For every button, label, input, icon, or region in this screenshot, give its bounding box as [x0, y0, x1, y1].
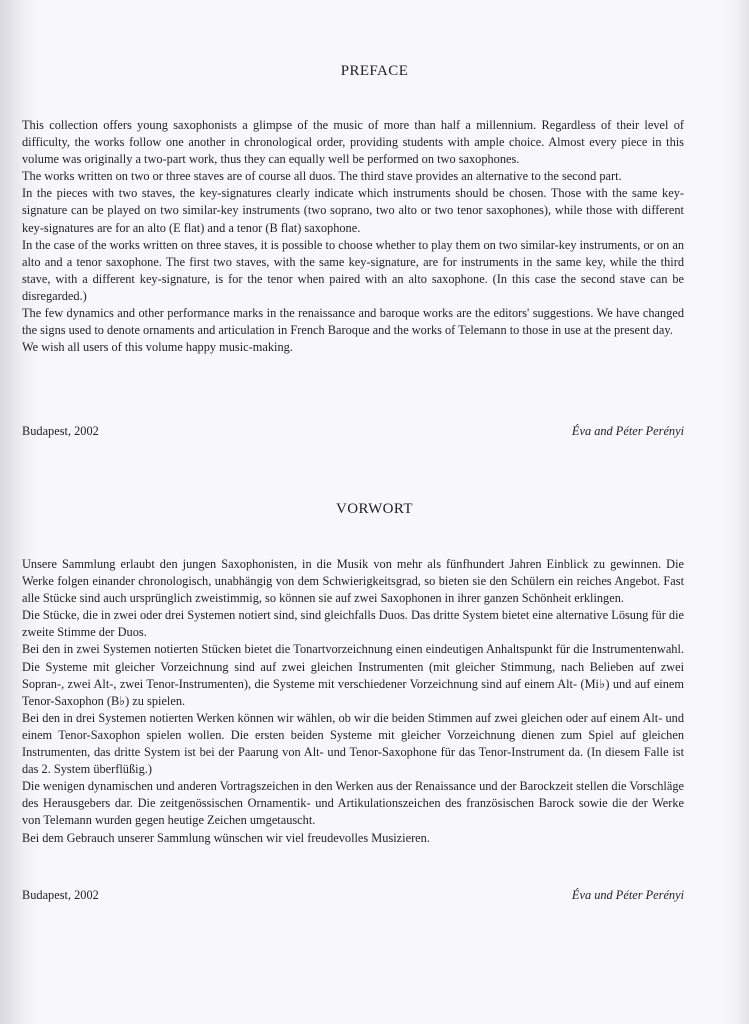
- vorwort-paragraph: Unsere Sammlung erlaubt den jungen Saxophonisten, in die Musik von mehr als fünfhundert Jahren Einblick zu gewinnen. Die Werke folgen einander chronologisch, unabhängig von dem Schwierigkeitsgrad, so bieten sie den Schülern ein reiches Angebot. Fast alle Stücke sind auch ursprünglich zweistimmig, so können sie auf zwei Saxophonen in ihrer ganzen Schönheit erklingen.: [22, 557, 684, 606]
- preface-authors: Éva and Péter Perényi: [571, 424, 684, 438]
- vorwort-body: [22, 556, 684, 847]
- preface-title: PREFACE: [340, 63, 409, 79]
- vorwort-paragraph: Bei den in zwei Systemen notierten Stücken bietet die Tonartvorzeichnung einen eindeutigen Anhaltspunkt für die Instrumentenwahl. Die Systeme mit gleicher Vorzeichnung sind auf zwei gleichen Instrumenten (mit gleicher Stimmung, nach Belieben auf zwei Sopran-, zwei Alt-, zwei Tenor-Instrumenten), die Systeme mit verschiedener Vorzeichnung sind auf einem Alt- (Mi♭) und auf einem Tenor-Saxophon (B♭) zu spielen.: [22, 642, 684, 708]
- preface-body: [22, 117, 684, 356]
- preface-paragraph: The works written on two or three staves are of course all duos. The third stave provides an alternative to the second part.: [22, 169, 622, 184]
- preface-paragraph: We wish all users of this volume happy music-making.: [22, 340, 293, 355]
- vorwort-paragraph: Bei dem Gebrauch unserer Sammlung wünschen wir viel freudevolles Musizieren.: [22, 830, 430, 845]
- vorwort-authors: Éva und Péter Perényi: [571, 888, 684, 902]
- vorwort-paragraph: Die Stücke, die in zwei oder drei Systemen notiert sind, sind gleichfalls Duos. Das dritte System bietet eine alternative Lösung für die zweite Stimme der Duos.: [22, 608, 684, 640]
- preface-paragraph: In the case of the works written on three staves, it is possible to choose whether to play them on two similar-key instruments, or on an alto and a tenor saxophone. The first two staves, with the same key-signature, are for instruments in the same key, while the third stave, with a different key-signature, is for the tenor when paired with an alto saxophone. (In this case the second stave can be disregarded.): [22, 237, 684, 303]
- vorwort-paragraph: Bei den in drei Systemen notierten Werken können wir wählen, ob wir die beiden Stimmen auf zwei gleichen oder auf einem Alt- und einem Tenor-Saxophon spielen wollen. Die ersten beiden Systeme mit gleicher Vorzeichnung dienen zum Spiel auf gleichen Instrumenten, das dritte System ist bei der Paarung von Alt- und Tenor-Saxophone für das Tenor-Instrument da. (In diesem Falle ist das 2. System überflüßig.): [22, 710, 684, 777]
- vorwort-title: VORWORT: [336, 501, 413, 517]
- preface-paragraph: This collection offers young saxophonists a glimpse of the music of more than half a millennium. Regardless of their level of difficulty, the works follow one another in chronological order, providing students with ample choice. Almost every piece in this volume was originally a two-part work, thus they can equally well be performed on two saxophones.: [22, 118, 684, 167]
- vorwort-place-date: Budapest, 2002: [22, 888, 99, 902]
- preface-paragraph: The few dynamics and other performance marks in the renaissance and baroque works are the editors' suggestions. We have changed the signs used to denote ornaments and articulation in French Baroque and the works of Telemann to those in use at the present day.: [22, 306, 684, 338]
- vorwort-paragraph: Die wenigen dynamischen und anderen Vortragszeichen in den Werken aus der Renaissance und der Barockzeit stellen die Vorschläge des Herausgebers dar. Die zeitgenössischen Ornamentik- und Artikulationszeichen des französischen Barock sowie die der Werke von Telemann wurden gegen heutige Zeichen umgetauscht.: [22, 779, 684, 828]
- preface-paragraph: In the pieces with two staves, the key-signatures clearly indicate which instruments should be chosen. Those with the same key-signature can be played on two similar-key instruments (two soprano, two alto or two tenor saxophones), while those with different key-signatures are for an alto (E flat) and a tenor (B flat) saxophone.: [22, 186, 684, 235]
- preface-place-date: Budapest, 2002: [22, 424, 99, 438]
- page-edge-shadow: [735, 0, 749, 1024]
